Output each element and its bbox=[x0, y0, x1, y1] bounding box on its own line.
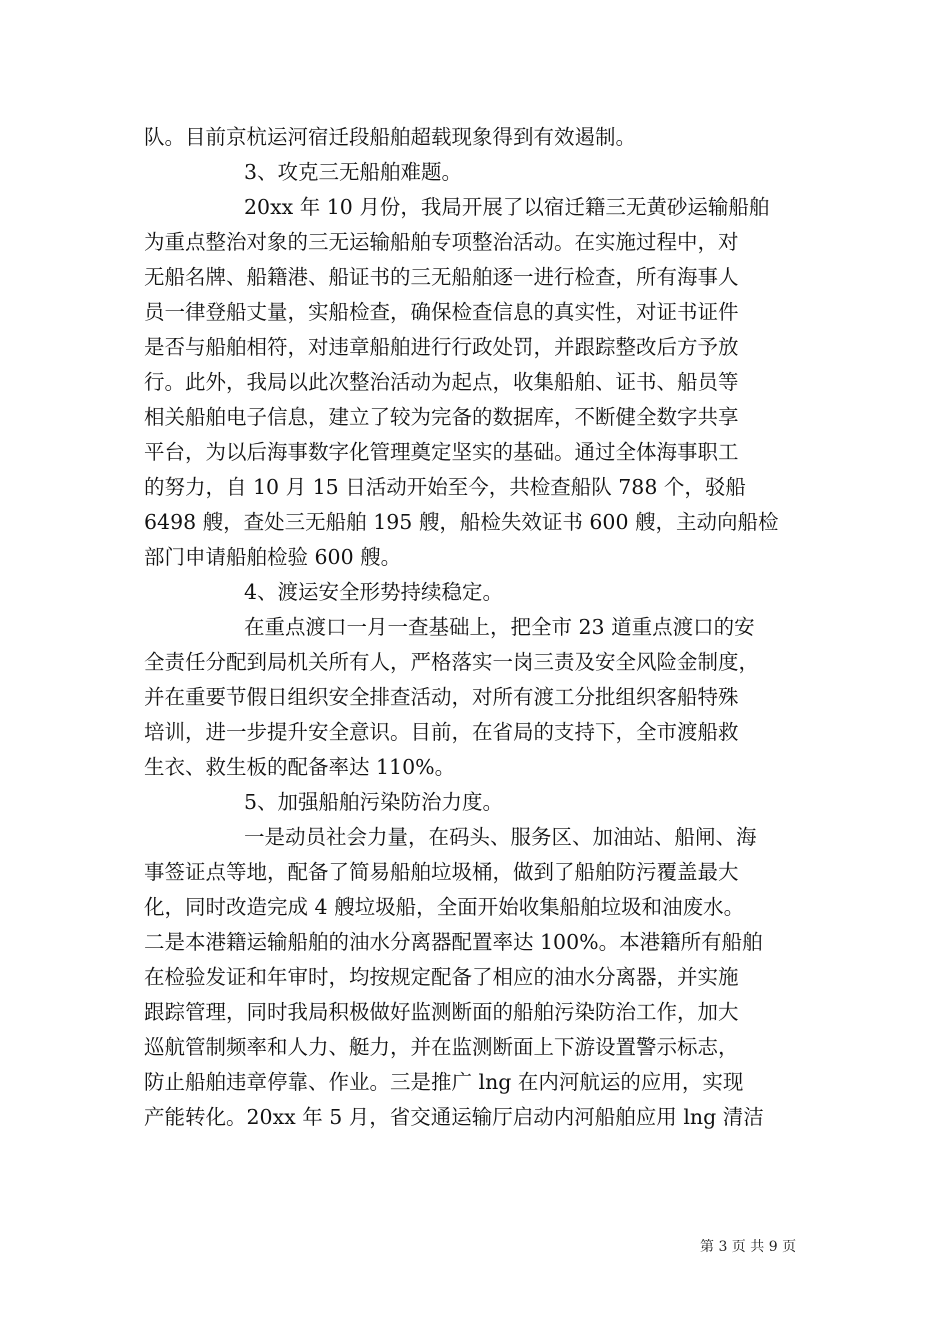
text-line: 在重点渡口一月一查基础上，把全市 23 道重点渡口的安 bbox=[244, 615, 755, 639]
text-line: 是否与船舶相符，对违章船舶进行行政处罚，并跟踪整改后方予放 bbox=[144, 335, 739, 359]
text-line: 的努力，自 10 月 15 日活动开始至今，共检查船队 788 个，驳船 bbox=[144, 475, 746, 499]
text-line: 20xx 年 10 月份，我局开展了以宿迁籍三无黄砂运输船舶 bbox=[244, 195, 770, 219]
text-line: 巡航管制频率和人力、艇力，并在监测断面上下游设置警示标志， bbox=[144, 1035, 739, 1059]
text-line: 4、渡运安全形势持续稳定。 bbox=[244, 580, 504, 604]
text-line: 在检验发证和年审时，均按规定配备了相应的油水分离器，并实施 bbox=[144, 965, 739, 989]
text-line: 3、攻克三无船舶难题。 bbox=[244, 160, 463, 184]
text-line: 并在重要节假日组织安全排查活动，对所有渡工分批组织客船特殊 bbox=[144, 685, 739, 709]
text-line: 6498 艘，查处三无船舶 195 艘，船检失效证书 600 艘，主动向船检 bbox=[144, 510, 779, 534]
text-line: 相关船舶电子信息，建立了较为完备的数据库，不断健全数字共享 bbox=[144, 405, 739, 429]
text-line: 部门申请船舶检验 600 艘。 bbox=[144, 545, 402, 569]
page-number: 第 3 页 共 9 页 bbox=[700, 1239, 797, 1255]
text-line: 防止船舶违章停靠、作业。三是推广 lng 在内河航运的应用，实现 bbox=[144, 1070, 744, 1094]
text-line: 行。此外，我局以此次整治活动为起点，收集船舶、证书、船员等 bbox=[144, 370, 739, 394]
text-line: 产能转化。20xx 年 5 月，省交通运输厅启动内河船舶应用 lng 清洁 bbox=[144, 1105, 764, 1129]
text-line: 5、加强船舶污染防治力度。 bbox=[244, 790, 504, 814]
text-line: 队。目前京杭运河宿迁段船舶超载现象得到有效遏制。 bbox=[144, 125, 636, 149]
text-line: 员一律登船丈量，实船检查，确保检查信息的真实性，对证书证件 bbox=[144, 300, 739, 324]
text-line: 化，同时改造完成 4 艘垃圾船，全面开始收集船舶垃圾和油废水。 bbox=[144, 895, 745, 919]
text-line: 一是动员社会力量，在码头、服务区、加油站、船闸、海 bbox=[244, 825, 757, 849]
text-line: 跟踪管理，同时我局积极做好监测断面的船舶污染防治工作，加大 bbox=[144, 1000, 739, 1024]
text-line: 培训，进一步提升安全意识。目前，在省局的支持下，全市渡船救 bbox=[144, 720, 739, 744]
text-line: 为重点整治对象的三无运输船舶专项整治活动。在实施过程中，对 bbox=[144, 230, 739, 254]
text-line: 事签证点等地，配备了简易船舶垃圾桶，做到了船舶防污覆盖最大 bbox=[144, 860, 739, 884]
text-line: 二是本港籍运输船舶的油水分离器配置率达 100%。本港籍所有船舶 bbox=[144, 930, 763, 954]
text-line: 平台，为以后海事数字化管理奠定坚实的基础。通过全体海事职工 bbox=[144, 440, 739, 464]
text-line: 全责任分配到局机关所有人，严格落实一岗三责及安全风险金制度， bbox=[144, 650, 759, 674]
text-line: 无船名牌、船籍港、船证书的三无船舶逐一进行检查，所有海事人 bbox=[144, 265, 739, 289]
text-line: 生衣、救生板的配备率达 110%。 bbox=[144, 755, 456, 779]
document-body bbox=[144, 120, 808, 1135]
